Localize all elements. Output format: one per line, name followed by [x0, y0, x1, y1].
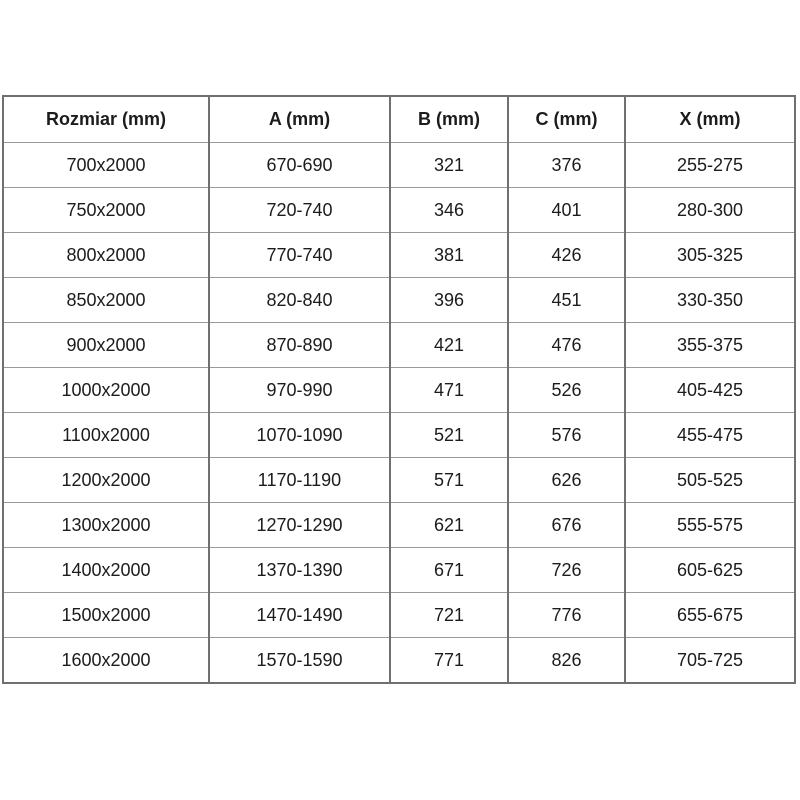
cell-c: 401 — [508, 188, 625, 233]
cell-a: 1370-1390 — [209, 548, 390, 593]
cell-rozmiar: 1600x2000 — [3, 638, 209, 684]
table-row — [3, 503, 795, 548]
cell-c: 426 — [508, 233, 625, 278]
cell-a: 770-740 — [209, 233, 390, 278]
cell-a: 1070-1090 — [209, 413, 390, 458]
cell-c: 576 — [508, 413, 625, 458]
header-c: C (mm) — [508, 96, 625, 143]
cell-x: 605-625 — [625, 548, 795, 593]
cell-b: 381 — [390, 233, 508, 278]
cell-a: 970-990 — [209, 368, 390, 413]
cell-a: 820-840 — [209, 278, 390, 323]
cell-x: 505-525 — [625, 458, 795, 503]
cell-c: 476 — [508, 323, 625, 368]
cell-rozmiar: 1000x2000 — [3, 368, 209, 413]
cell-x: 255-275 — [625, 143, 795, 188]
cell-x: 705-725 — [625, 638, 795, 684]
table-row — [3, 413, 795, 458]
cell-rozmiar: 1400x2000 — [3, 548, 209, 593]
cell-x: 305-325 — [625, 233, 795, 278]
table-row — [3, 323, 795, 368]
header-rozmiar: Rozmiar (mm) — [3, 96, 209, 143]
cell-c: 376 — [508, 143, 625, 188]
cell-rozmiar: 700x2000 — [3, 143, 209, 188]
cell-x: 555-575 — [625, 503, 795, 548]
cell-a: 1570-1590 — [209, 638, 390, 684]
cell-x: 405-425 — [625, 368, 795, 413]
cell-a: 1270-1290 — [209, 503, 390, 548]
table-row — [3, 368, 795, 413]
cell-x: 455-475 — [625, 413, 795, 458]
cell-b: 471 — [390, 368, 508, 413]
cell-b: 346 — [390, 188, 508, 233]
table-row — [3, 233, 795, 278]
header-row — [3, 96, 795, 143]
table-row — [3, 548, 795, 593]
cell-a: 670-690 — [209, 143, 390, 188]
table-row — [3, 458, 795, 503]
cell-rozmiar: 750x2000 — [3, 188, 209, 233]
cell-a: 720-740 — [209, 188, 390, 233]
cell-rozmiar: 1500x2000 — [3, 593, 209, 638]
cell-b: 421 — [390, 323, 508, 368]
cell-rozmiar: 1100x2000 — [3, 413, 209, 458]
cell-b: 771 — [390, 638, 508, 684]
table-row — [3, 188, 795, 233]
table-body — [3, 143, 795, 684]
cell-x: 330-350 — [625, 278, 795, 323]
table-row — [3, 638, 795, 684]
cell-rozmiar: 850x2000 — [3, 278, 209, 323]
cell-rozmiar: 1300x2000 — [3, 503, 209, 548]
cell-x: 655-675 — [625, 593, 795, 638]
table-header — [3, 96, 795, 143]
cell-a: 870-890 — [209, 323, 390, 368]
cell-c: 726 — [508, 548, 625, 593]
cell-x: 280-300 — [625, 188, 795, 233]
cell-rozmiar: 800x2000 — [3, 233, 209, 278]
cell-x: 355-375 — [625, 323, 795, 368]
table-row — [3, 143, 795, 188]
header-b: B (mm) — [390, 96, 508, 143]
cell-rozmiar: 900x2000 — [3, 323, 209, 368]
cell-rozmiar: 1200x2000 — [3, 458, 209, 503]
cell-c: 451 — [508, 278, 625, 323]
cell-b: 621 — [390, 503, 508, 548]
cell-b: 521 — [390, 413, 508, 458]
cell-c: 526 — [508, 368, 625, 413]
header-a: A (mm) — [209, 96, 390, 143]
cell-a: 1470-1490 — [209, 593, 390, 638]
table-row — [3, 593, 795, 638]
cell-a: 1170-1190 — [209, 458, 390, 503]
cell-b: 571 — [390, 458, 508, 503]
cell-b: 396 — [390, 278, 508, 323]
header-x: X (mm) — [625, 96, 795, 143]
cell-c: 776 — [508, 593, 625, 638]
cell-c: 626 — [508, 458, 625, 503]
size-spec-table — [2, 95, 796, 684]
table-row — [3, 278, 795, 323]
cell-b: 721 — [390, 593, 508, 638]
cell-c: 826 — [508, 638, 625, 684]
cell-b: 321 — [390, 143, 508, 188]
cell-c: 676 — [508, 503, 625, 548]
cell-b: 671 — [390, 548, 508, 593]
